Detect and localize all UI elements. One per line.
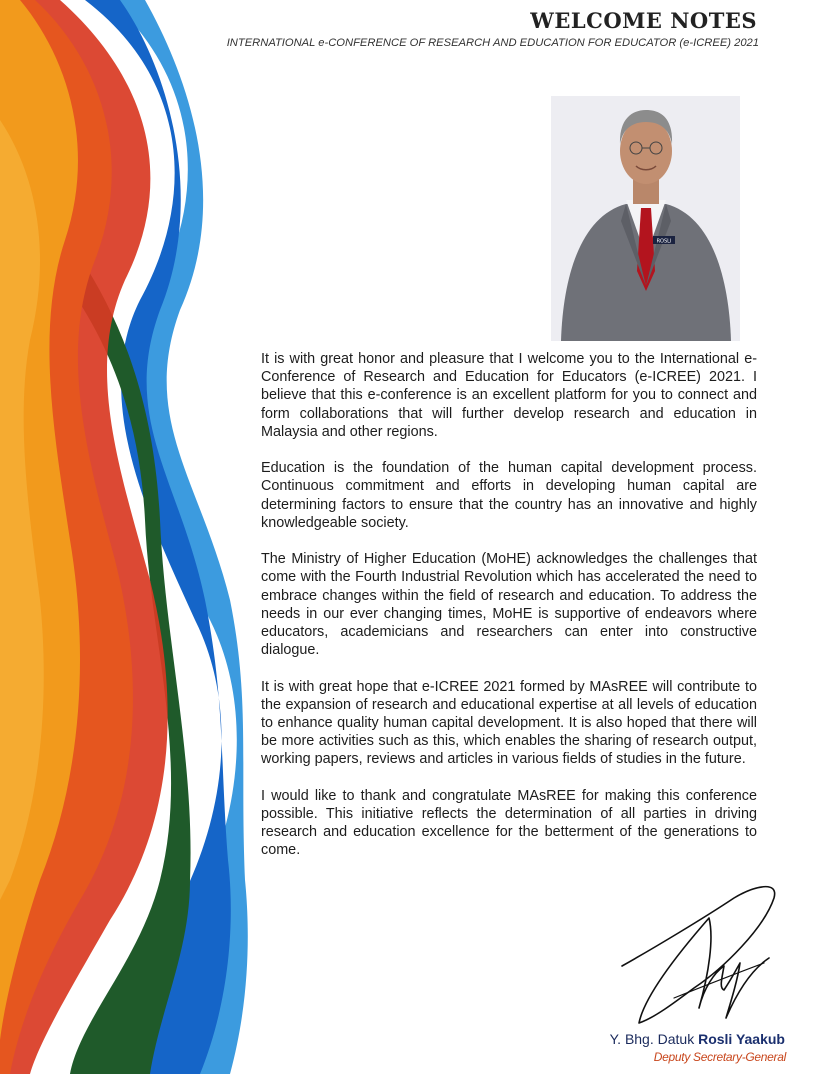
paragraph: It is with great honor and pleasure that I welcome you to the International e-Conference of Research and Education for Educators (e-ICREE) 2021. I believe that this e-conference is an excellent platform for you to connect and form collaborations that will further develop research and education in Malaysia and other regions. xyxy=(261,351,757,440)
handwritten-signature xyxy=(614,878,782,1033)
portrait-photo xyxy=(551,96,740,341)
welcome-message xyxy=(261,350,757,878)
page-title: WELCOME NOTES xyxy=(530,8,757,33)
signatory-prefix: Y. Bhg. Datuk xyxy=(609,1031,699,1047)
paragraph: The Ministry of Higher Education (MoHE) acknowledges the challenges that come with the Fourth Industrial Revolution which has accelerated the need to embrace changes within the field of research and education. To address the needs in our ever changing times, MoHE is supportive of endeavors where educators, academicians and researchers can enter into constructive dialogue. xyxy=(261,551,757,659)
signatory-role: Deputy Secretary-General xyxy=(653,1050,786,1064)
signatory-name xyxy=(610,1031,785,1047)
signatory-surname: Rosli Yaakub xyxy=(698,1031,785,1047)
decorative-wave-graphic xyxy=(0,0,260,1074)
badge-text: ROSLI xyxy=(656,238,672,245)
paragraph: I would like to thank and congratulate MAsREE for making this conference possible. This initiative reflects the determination of all parties in driving research and education excellence for the betterment of the generations to come. xyxy=(261,787,757,859)
paragraph: Education is the foundation of the human capital development process. Continuous commitment and efforts in developing human capital are determining factors to ensure that the country has an innovative and highly knowledgeable society. xyxy=(261,460,757,531)
conference-subtitle: INTERNATIONAL e-CONFERENCE OF RESEARCH AND EDUCATION FOR EDUCATOR (e-ICREE) 2021 xyxy=(226,37,759,49)
paragraph: It is with great hope that e-ICREE 2021 formed by MAsREE will contribute to the expansion of research and educational expertise at all levels of education to enhance quality human capital development. It is also hoped that there will be more activities such as this, which enables the sharing of research output, working papers, reviews and articles in various fields of studies in the future. xyxy=(261,678,757,768)
